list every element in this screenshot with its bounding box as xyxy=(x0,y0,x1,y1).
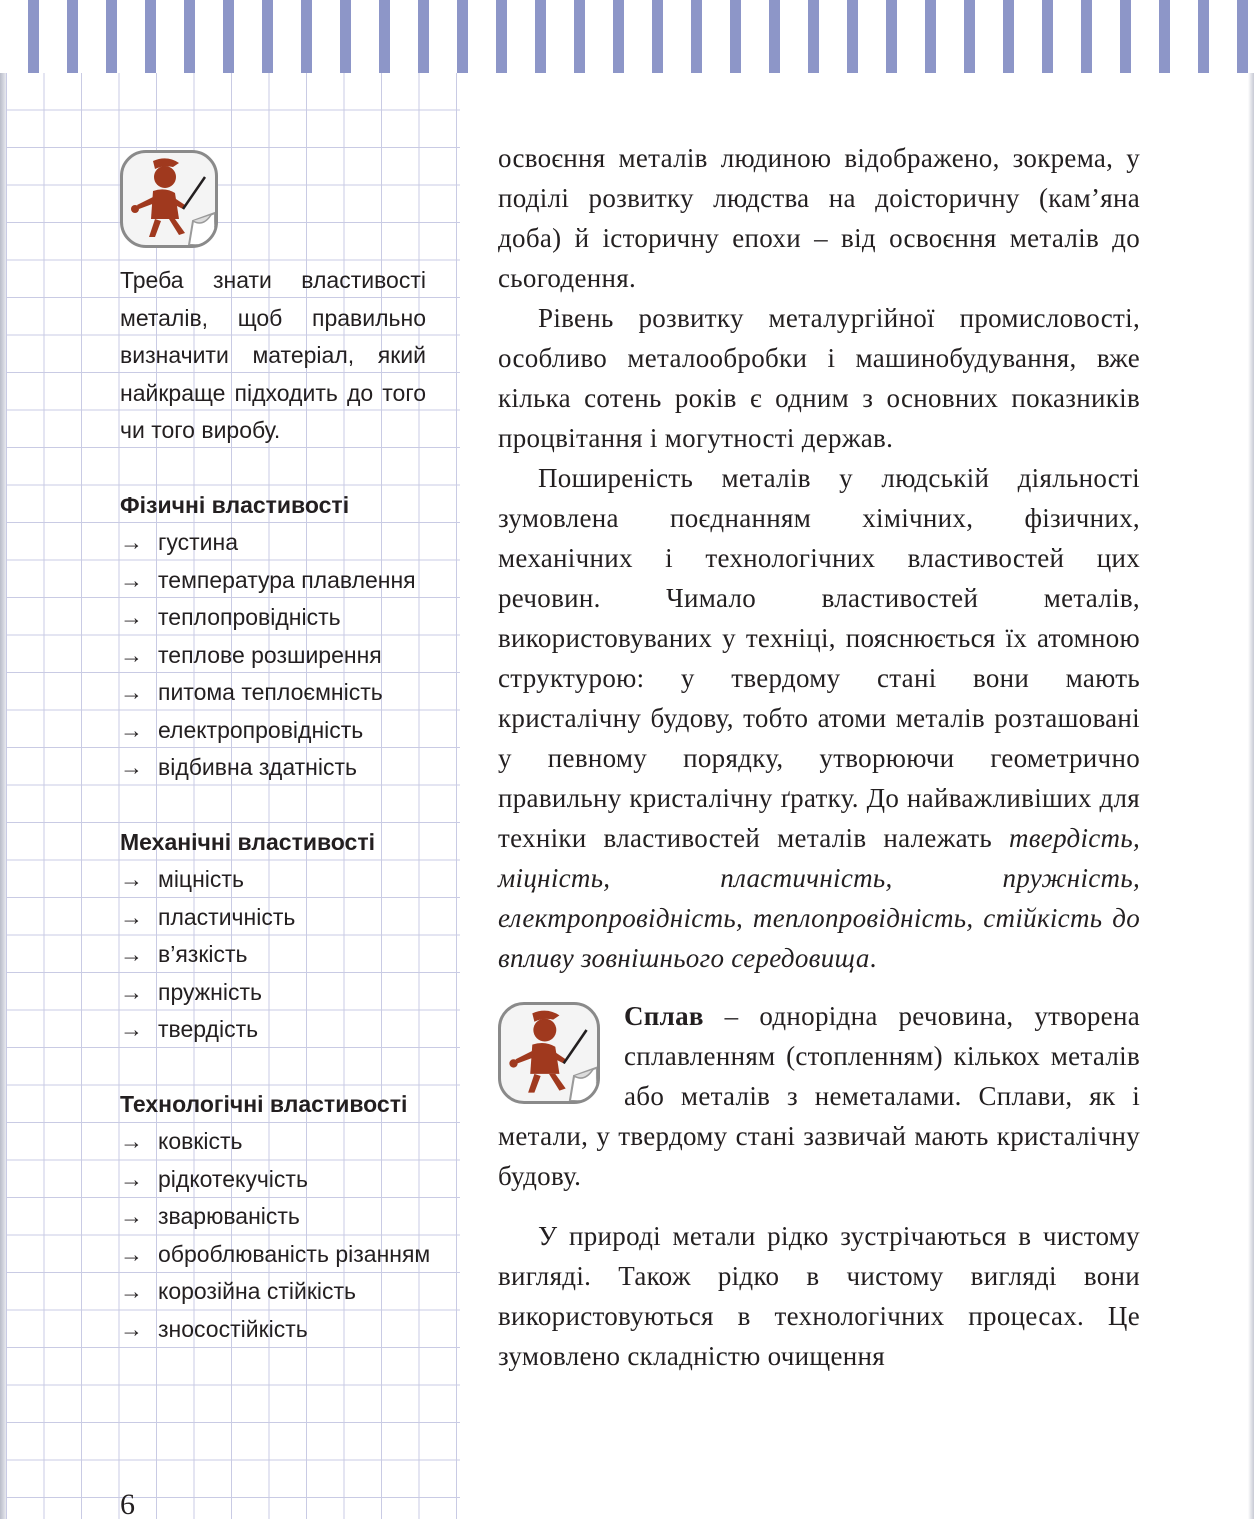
paragraph: Поширеність металів у людській діяльності зумовлена поєднанням хімічних, фізичних, механічних і технологічних властивостей цих речовин. Чимало властивостей металів, використовуваних у техніці, пояснюється їх атомною структурою: у твердому стані вони мають кристалічну будову, тобто атоми металів розташовані у певному порядку, утворюючи геометрично правильну кристалічну ґратку. До найважливіших для техніки властивостей металів належать твердість, міцність, пластичність, пружність, електропровідність, теплопровідність, стійкість до впливу зовнішнього середовища. xyxy=(498,463,1140,973)
arrow-right-icon: → xyxy=(120,641,143,668)
teacher-pointer-icon xyxy=(120,150,218,248)
list-item: → питома теплоємність xyxy=(120,674,460,712)
list-item: → температура плавлення xyxy=(120,562,460,600)
list-item: → пружність xyxy=(120,974,460,1012)
sidebar xyxy=(120,150,460,1348)
list-item: → зносостійкість xyxy=(120,1311,460,1349)
teacher-pointer-icon xyxy=(498,1002,600,1104)
group-title: Технологічні властивості xyxy=(120,1090,408,1117)
list-item: → рідкотекучість xyxy=(120,1161,460,1199)
page-number: 6 xyxy=(120,1488,135,1521)
list-item: → оброблюваність різанням xyxy=(120,1236,460,1274)
arrow-right-icon: → xyxy=(120,1240,143,1267)
main-text xyxy=(498,138,1140,1376)
list-item: → в’язкість xyxy=(120,936,460,974)
arrow-right-icon: → xyxy=(120,1128,143,1154)
arrow-right-icon: → xyxy=(120,978,143,1005)
italic-properties: твердість, міцність, пластичність, пружність, електропровідність, теплопровідність, стійкість до впливу зовнішнього середовища xyxy=(498,823,1140,973)
list-item: → корозійна стійкість xyxy=(120,1273,460,1311)
arrow-right-icon: → xyxy=(120,566,143,593)
alloy-term: Сплав xyxy=(624,1001,704,1031)
list-item: → міцність xyxy=(120,861,460,899)
list-item: → пластичність xyxy=(120,899,460,937)
paragraph: освоєння металів людиною відображено, зокрема, у поділі розвитку людства на доісторичну (кам’яна доба) й історичну епохи – від освоєння металів до сьогодення. xyxy=(498,143,1140,293)
alloy-definition xyxy=(498,996,1140,1196)
list-item: → теплове розширення xyxy=(120,637,460,675)
arrow-right-icon: → xyxy=(120,716,143,743)
list-item: → зварюваність xyxy=(120,1198,460,1236)
arrow-right-icon: → xyxy=(120,604,143,630)
list-item: → теплопровідність xyxy=(120,599,460,637)
paragraph: Рівень розвитку металургійної промисловості, особливо металообробки і машинобудування, вже кілька сотень років є одним з основних показників процвітання і могутності держав. xyxy=(498,303,1140,453)
arrow-right-icon: → xyxy=(120,1278,143,1304)
list-item: → ковкість xyxy=(120,1123,460,1161)
arrow-right-icon: → xyxy=(120,679,143,705)
top-stripe-band xyxy=(0,0,1254,73)
group-title: Механічні властивості xyxy=(120,828,375,855)
arrow-right-icon: → xyxy=(120,1165,143,1192)
list-item: → відбивна здатність xyxy=(120,749,460,787)
arrow-right-icon: → xyxy=(120,1315,143,1342)
arrow-right-icon: → xyxy=(120,1016,143,1042)
list-item: → густина xyxy=(120,524,460,562)
arrow-right-icon: → xyxy=(120,529,143,555)
arrow-right-icon: → xyxy=(120,941,143,967)
arrow-right-icon: → xyxy=(120,1203,143,1229)
page-right-edge xyxy=(1248,73,1254,1519)
list-item: → електропровідність xyxy=(120,712,460,750)
mechanical-properties-group xyxy=(120,824,460,1049)
paragraph: У природі метали рідко зустрічаються в чистому вигляді. Також рідко в чистому вигляді вони використовуються в технологічних процесах. Це зумовлено складністю очищення xyxy=(498,1221,1140,1371)
arrow-right-icon: → xyxy=(120,903,143,930)
arrow-right-icon: → xyxy=(120,754,143,780)
group-title: Фізичні властивості xyxy=(120,491,350,518)
technological-properties-group xyxy=(120,1086,460,1349)
list-item: → твердість xyxy=(120,1011,460,1049)
alloy-paragraph: Сплав – однорідна речовина, утворена сплавленням (стопленням) кількох металів або металів з неметалами. Сплави, як і метали, у твердому стані зазвичай мають кристалічну будову. xyxy=(498,1001,1140,1191)
physical-properties-group xyxy=(120,487,460,787)
sidebar-note: Треба знати властивості металів, щоб правильно визначити матеріал, який найкраще підходить до того чи того виробу. xyxy=(120,267,426,443)
arrow-right-icon: → xyxy=(120,866,143,892)
